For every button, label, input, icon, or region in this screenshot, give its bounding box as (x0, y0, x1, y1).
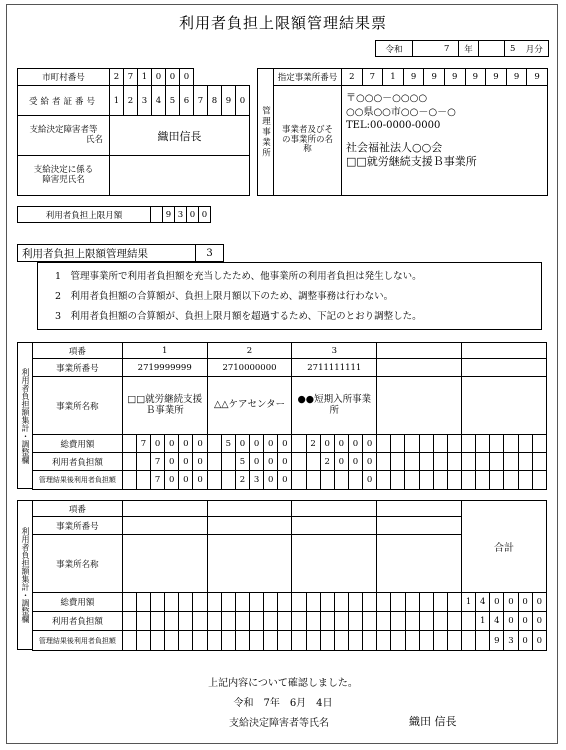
t1-burden-digit: 0 (179, 453, 193, 471)
t1-burden-digit: 7 (151, 453, 165, 471)
t2-total-burden-digit: 1 (476, 612, 490, 631)
t1-total-digit: 0 (334, 435, 348, 453)
office-number-digit: 9 (444, 69, 465, 86)
t1-adjusted-digit (320, 471, 334, 490)
t2-total-digit (207, 593, 221, 612)
t2-total-total-digit: 1 (462, 593, 476, 612)
t2-total-digit (363, 593, 377, 612)
result-option-1: 1 管理事業所で利用者負担額を充当したため、他事業所の利用者負担は発生しない。 (55, 271, 422, 282)
office-number-digit: 9 (506, 69, 527, 86)
office-number-label: 指定事業所番号 (274, 69, 342, 86)
t2-total-digit (433, 593, 447, 612)
t2-adjusted-digit (151, 631, 165, 651)
t2-burden-digit (264, 612, 278, 631)
office-number-digit: 7 (362, 69, 383, 86)
t2-burden-digit (447, 612, 461, 631)
result-option-2: 2 利用者負担額の合算額が、負担上限月額以下のため、調整事務は行わない。 (55, 291, 394, 302)
t1-adjusted-digit (391, 471, 405, 490)
office-number-digit: 9 (403, 69, 424, 86)
t1-burden-digit (490, 453, 504, 471)
t1-total-label: 総費用額 (33, 435, 123, 453)
management-label: 管理事業所 (258, 69, 274, 196)
t1-adjusted-digit: 2 (235, 471, 249, 490)
t1-burden-digit: 0 (249, 453, 263, 471)
month-value: 5 (505, 41, 521, 57)
t1-total-digit (377, 435, 391, 453)
child-name (110, 156, 250, 196)
t2-total-adjusted-digit (462, 631, 476, 651)
t1-adjusted-digit (136, 471, 150, 490)
municipality-digit: 0 (180, 69, 194, 86)
t2-burden-digit (433, 612, 447, 631)
cap-label: 利用者負担上限月額 (18, 207, 151, 223)
t1-total-digit (532, 435, 546, 453)
t2-adjusted-digit (193, 631, 207, 651)
t1-adjusted-digit: 0 (264, 471, 278, 490)
aggregation-table-2 (32, 500, 547, 651)
t2-burden-digit (278, 612, 292, 631)
cap-digit: 3 (175, 207, 187, 223)
t1-adjusted-digit (462, 471, 476, 490)
t1-burden-digit (292, 453, 306, 471)
t2-burden-digit (193, 612, 207, 631)
billing-month-table (375, 40, 549, 57)
t2-adjusted-digit (221, 631, 235, 651)
t1-header-label: 項番 (33, 343, 123, 359)
t2-adjusted-digit (320, 631, 334, 651)
t2-adjusted-digit (405, 631, 419, 651)
t1-burden-digit (136, 453, 150, 471)
t2-burden-digit (207, 612, 221, 631)
aggregation-side-label-2: 利用者負担額集計・調整欄 (17, 500, 33, 650)
t1-col-no: 2 (207, 343, 292, 359)
t2-total-digit (179, 593, 193, 612)
t1-total-digit (292, 435, 306, 453)
t1-total-digit (207, 435, 221, 453)
office-number-digit: 2 (342, 69, 363, 86)
office-number-digit: 9 (486, 69, 507, 86)
t2-adjusted-digit (235, 631, 249, 651)
t2-total-digit (334, 593, 348, 612)
t1-burden-digit (462, 453, 476, 471)
t2-burden-digit (235, 612, 249, 631)
t2-total-total-digit: 4 (476, 593, 490, 612)
office-number-digit: 9 (465, 69, 486, 86)
t1-burden-digit: 5 (235, 453, 249, 471)
t2-header-label: 項番 (33, 501, 123, 517)
t1-adjusted-digit (122, 471, 136, 490)
t1-burden-digit (504, 453, 518, 471)
t1-adjusted-digit (334, 471, 348, 490)
t2-total-digit (320, 593, 334, 612)
office-postal: 〒○○○－○○○○ (346, 93, 428, 104)
t1-adjusted-digit (419, 471, 433, 490)
t2-office-name-label: 事業所名称 (33, 535, 123, 593)
t1-burden-digit: 0 (264, 453, 278, 471)
t2-burden-digit (221, 612, 235, 631)
recipient-digit: 7 (194, 86, 208, 116)
form-title: 利用者負担上限額管理結果票 (178, 14, 387, 32)
t2-adjusted-digit (306, 631, 320, 651)
t1-burden-digit (518, 453, 532, 471)
t1-total-digit: 0 (278, 435, 292, 453)
t2-total-total-digit: 0 (504, 593, 518, 612)
recipient-info-table (17, 68, 250, 196)
t2-adjusted-digit (363, 631, 377, 651)
aggregation-side-label-1: 利用者負担額集計・調整欄 (17, 342, 33, 489)
t2-total-total-digit: 0 (518, 593, 532, 612)
t1-burden-digit (447, 453, 461, 471)
t2-adjusted-digit (122, 631, 136, 651)
recipient-digit: 5 (166, 86, 180, 116)
recipient-digit: 8 (208, 86, 222, 116)
t2-burden-digit (151, 612, 165, 631)
office-number-digit: 9 (424, 69, 445, 86)
era-label: 令和 (376, 41, 413, 57)
t1-total-digit (476, 435, 490, 453)
month-unit: 月分 (521, 41, 549, 57)
result-label: 利用者負担上限額管理結果 (18, 245, 196, 262)
t2-total-burden-digit: 0 (518, 612, 532, 631)
t1-office-name-label: 事業所名称 (33, 377, 123, 435)
t2-burden-digit (419, 612, 433, 631)
t2-total-digit (136, 593, 150, 612)
t2-adjusted-digit (447, 631, 461, 651)
t1-total-digit: 0 (264, 435, 278, 453)
t2-adjusted-digit (433, 631, 447, 651)
t1-adjusted-digit: 0 (278, 471, 292, 490)
t2-total-total-digit: 0 (532, 593, 546, 612)
t2-total-cost-label: 総費用額 (33, 593, 123, 612)
t1-adjusted-digit: 7 (151, 471, 165, 490)
t1-adjusted-digit (207, 471, 221, 490)
t2-adjusted-digit (419, 631, 433, 651)
t2-total-burden-digit: 4 (490, 612, 504, 631)
municipality-label: 市町村番号 (18, 69, 110, 86)
t2-total-digit (278, 593, 292, 612)
t1-burden-digit (221, 453, 235, 471)
cap-digit (151, 207, 163, 223)
office-corp: 社会福祉法人○○会 (346, 140, 443, 154)
t2-adjusted-digit (377, 631, 391, 651)
t1-adjusted-digit (518, 471, 532, 490)
t1-adjusted-digit: 0 (193, 471, 207, 490)
year-value: 7 (436, 41, 459, 57)
t1-burden-digit (405, 453, 419, 471)
t2-burden-digit (165, 612, 179, 631)
cap-digit: 0 (199, 207, 211, 223)
t2-burden-digit (334, 612, 348, 631)
t1-total-digit (447, 435, 461, 453)
t1-burden-digit (419, 453, 433, 471)
confirm-date: 令和 7年 6月 4日 (233, 698, 333, 709)
t2-adjusted-digit (250, 631, 264, 651)
t2-burden-digit (377, 612, 391, 631)
t1-adjusted-digit: 3 (249, 471, 263, 490)
t2-adjusted-digit (278, 631, 292, 651)
t1-burden-digit (532, 453, 546, 471)
child-label: 支給決定に係る 障害児氏名 (18, 156, 110, 196)
office-name-label: 事業者及びその事業所の名称 (274, 86, 342, 196)
t1-burden-digit (476, 453, 490, 471)
t1-adjusted-digit: 0 (363, 471, 377, 490)
municipality-digit: 7 (124, 69, 138, 86)
year-unit: 年 (459, 41, 479, 57)
t1-adjusted-digit: 0 (165, 471, 179, 490)
recipient-digit: 1 (110, 86, 124, 116)
t2-total-digit (348, 593, 362, 612)
t2-total-adjusted-digit: 3 (504, 631, 518, 651)
t2-total-digit (306, 593, 320, 612)
t2-total-total-digit: 0 (490, 593, 504, 612)
t1-adjusted-digit (221, 471, 235, 490)
t2-total-burden-digit (462, 612, 476, 631)
t2-total-adjusted-digit (476, 631, 490, 651)
recipient-digit: 4 (152, 86, 166, 116)
t1-adjusted-digit (433, 471, 447, 490)
recipient-digit: 0 (236, 86, 250, 116)
aggregation-table-1 (32, 342, 547, 490)
t2-total-adjusted-digit: 9 (490, 631, 504, 651)
t1-burden-digit (391, 453, 405, 471)
confirm-text: 上記内容について確認しました。 (208, 678, 358, 689)
t2-burden-digit (320, 612, 334, 631)
t1-adjusted-digit (292, 471, 306, 490)
t2-adjusted-digit (334, 631, 348, 651)
result-table (17, 244, 224, 262)
t2-adjusted-digit (179, 631, 193, 651)
t2-total-burden-digit: 0 (532, 612, 546, 631)
t1-total-digit: 2 (306, 435, 320, 453)
t2-burden-digit (405, 612, 419, 631)
office-tel: TEL:00-0000-0000 (346, 120, 441, 131)
t1-total-digit: 0 (249, 435, 263, 453)
t1-total-digit: 0 (179, 435, 193, 453)
t2-adjusted-digit (292, 631, 306, 651)
t1-total-digit: 0 (193, 435, 207, 453)
t2-adjusted-label: 管理結果後利用者負担額 (33, 631, 123, 651)
t1-total-digit (433, 435, 447, 453)
recipient-digit: 9 (222, 86, 236, 116)
t2-burden-label: 利用者負担額 (33, 612, 123, 631)
t1-office-name: △△ケアセンター (207, 377, 292, 435)
t1-burden-digit: 0 (348, 453, 362, 471)
t1-office-name: □□就労継続支援Ｂ事業所 (122, 377, 207, 435)
t1-total-digit (122, 435, 136, 453)
t1-burden-digit: 2 (320, 453, 334, 471)
t2-office-no-label: 事業所番号 (33, 517, 123, 535)
t2-total-burden-digit: 0 (504, 612, 518, 631)
t1-burden-digit: 0 (165, 453, 179, 471)
t2-total-digit (122, 593, 136, 612)
t2-total-digit (391, 593, 405, 612)
t2-burden-digit (136, 612, 150, 631)
t2-adjusted-digit (165, 631, 179, 651)
office-details (342, 86, 548, 196)
t2-total-digit (264, 593, 278, 612)
t1-office-no: 2711111111 (292, 359, 377, 377)
office-number-digit: 9 (527, 69, 548, 86)
t1-total-digit (518, 435, 532, 453)
t1-total-digit: 0 (165, 435, 179, 453)
guardian-label: 支給決定障害者等 氏名 (18, 116, 110, 156)
cap-digit: 9 (163, 207, 175, 223)
t1-office-no: 2719999999 (122, 359, 207, 377)
t1-total-digit: 0 (320, 435, 334, 453)
t2-total-digit (235, 593, 249, 612)
t2-total-digit (377, 593, 391, 612)
t1-adjusted-digit (348, 471, 362, 490)
t2-adjusted-digit (264, 631, 278, 651)
t1-burden-digit (377, 453, 391, 471)
t2-burden-digit (122, 612, 136, 631)
t1-adjusted-digit (405, 471, 419, 490)
t1-adjusted-digit (532, 471, 546, 490)
t2-burden-digit (363, 612, 377, 631)
t2-total-adjusted-digit: 0 (532, 631, 546, 651)
signer-name: 織田 信長 (409, 715, 457, 728)
t1-office-no-label: 事業所番号 (33, 359, 123, 377)
t1-adjusted-label: 管理結果後利用者負担額 (33, 471, 123, 490)
office-name: □□就労継続支援Ｂ事業所 (346, 155, 477, 169)
t1-col-no: 3 (292, 343, 377, 359)
office-number-digit: 1 (383, 69, 404, 86)
t1-burden-digit (122, 453, 136, 471)
t1-burden-digit: 0 (278, 453, 292, 471)
t2-adjusted-digit (136, 631, 150, 651)
recipient-digit: 6 (180, 86, 194, 116)
cap-table (17, 206, 211, 223)
signer-label: 支給決定障害者等氏名 (229, 718, 329, 729)
t2-burden-digit (179, 612, 193, 631)
municipality-digit: 1 (138, 69, 152, 86)
management-office-table (257, 68, 548, 196)
t1-total-digit: 0 (363, 435, 377, 453)
t1-total-digit (405, 435, 419, 453)
t2-adjusted-digit (207, 631, 221, 651)
t1-office-no: 2710000000 (207, 359, 292, 377)
t2-total-digit (405, 593, 419, 612)
t1-office-name: ●●短期入所事業所 (292, 377, 377, 435)
t1-total-digit: 0 (348, 435, 362, 453)
t1-total-digit: 0 (151, 435, 165, 453)
guardian-name: 織田信長 (110, 116, 250, 156)
t2-burden-digit (292, 612, 306, 631)
t1-total-digit (490, 435, 504, 453)
municipality-digit: 0 (166, 69, 180, 86)
municipality-digit: 0 (152, 69, 166, 86)
t1-total-digit (419, 435, 433, 453)
t1-burden-digit: 0 (334, 453, 348, 471)
t1-adjusted-digit (377, 471, 391, 490)
t1-adjusted-digit (504, 471, 518, 490)
t1-adjusted-digit (476, 471, 490, 490)
recipient-digit: 2 (124, 86, 138, 116)
t1-adjusted-digit: 0 (179, 471, 193, 490)
office-address: ○○県○○市○○－○－○ (346, 106, 456, 118)
t1-burden-digit: 0 (363, 453, 377, 471)
t2-total-digit (292, 593, 306, 612)
t2-burden-digit (306, 612, 320, 631)
t1-adjusted-digit (447, 471, 461, 490)
t1-burden-digit (306, 453, 320, 471)
t2-total-label: 合計 (462, 501, 547, 593)
t1-total-digit (462, 435, 476, 453)
t2-total-digit (193, 593, 207, 612)
t2-burden-digit (348, 612, 362, 631)
t1-total-digit: 7 (136, 435, 150, 453)
t1-burden-label: 利用者負担額 (33, 453, 123, 471)
t2-total-adjusted-digit: 0 (518, 631, 532, 651)
t1-total-digit (391, 435, 405, 453)
recipient-digit: 3 (138, 86, 152, 116)
t1-burden-digit: 0 (193, 453, 207, 471)
t2-burden-digit (250, 612, 264, 631)
cap-digit: 0 (187, 207, 199, 223)
recipient-label: 受給者証番号 (18, 86, 110, 116)
t2-total-digit (165, 593, 179, 612)
t2-total-digit (151, 593, 165, 612)
t2-burden-digit (391, 612, 405, 631)
t2-total-digit (250, 593, 264, 612)
result-options-box (37, 262, 542, 330)
t2-total-digit (221, 593, 235, 612)
t1-burden-digit (433, 453, 447, 471)
result-option-3: 3 利用者負担額の合算額が、負担上限月額を超過するため、下記のとおり調整した。 (55, 311, 422, 322)
t1-adjusted-digit (490, 471, 504, 490)
municipality-digit: 2 (110, 69, 124, 86)
result-value: 3 (196, 245, 224, 262)
t1-total-digit: 0 (235, 435, 249, 453)
t1-total-digit: 5 (221, 435, 235, 453)
t2-total-digit (419, 593, 433, 612)
t2-total-digit (447, 593, 461, 612)
t1-col-no: 1 (122, 343, 207, 359)
t2-adjusted-digit (348, 631, 362, 651)
t1-adjusted-digit (306, 471, 320, 490)
t1-total-digit (504, 435, 518, 453)
t2-adjusted-digit (391, 631, 405, 651)
t1-burden-digit (207, 453, 221, 471)
